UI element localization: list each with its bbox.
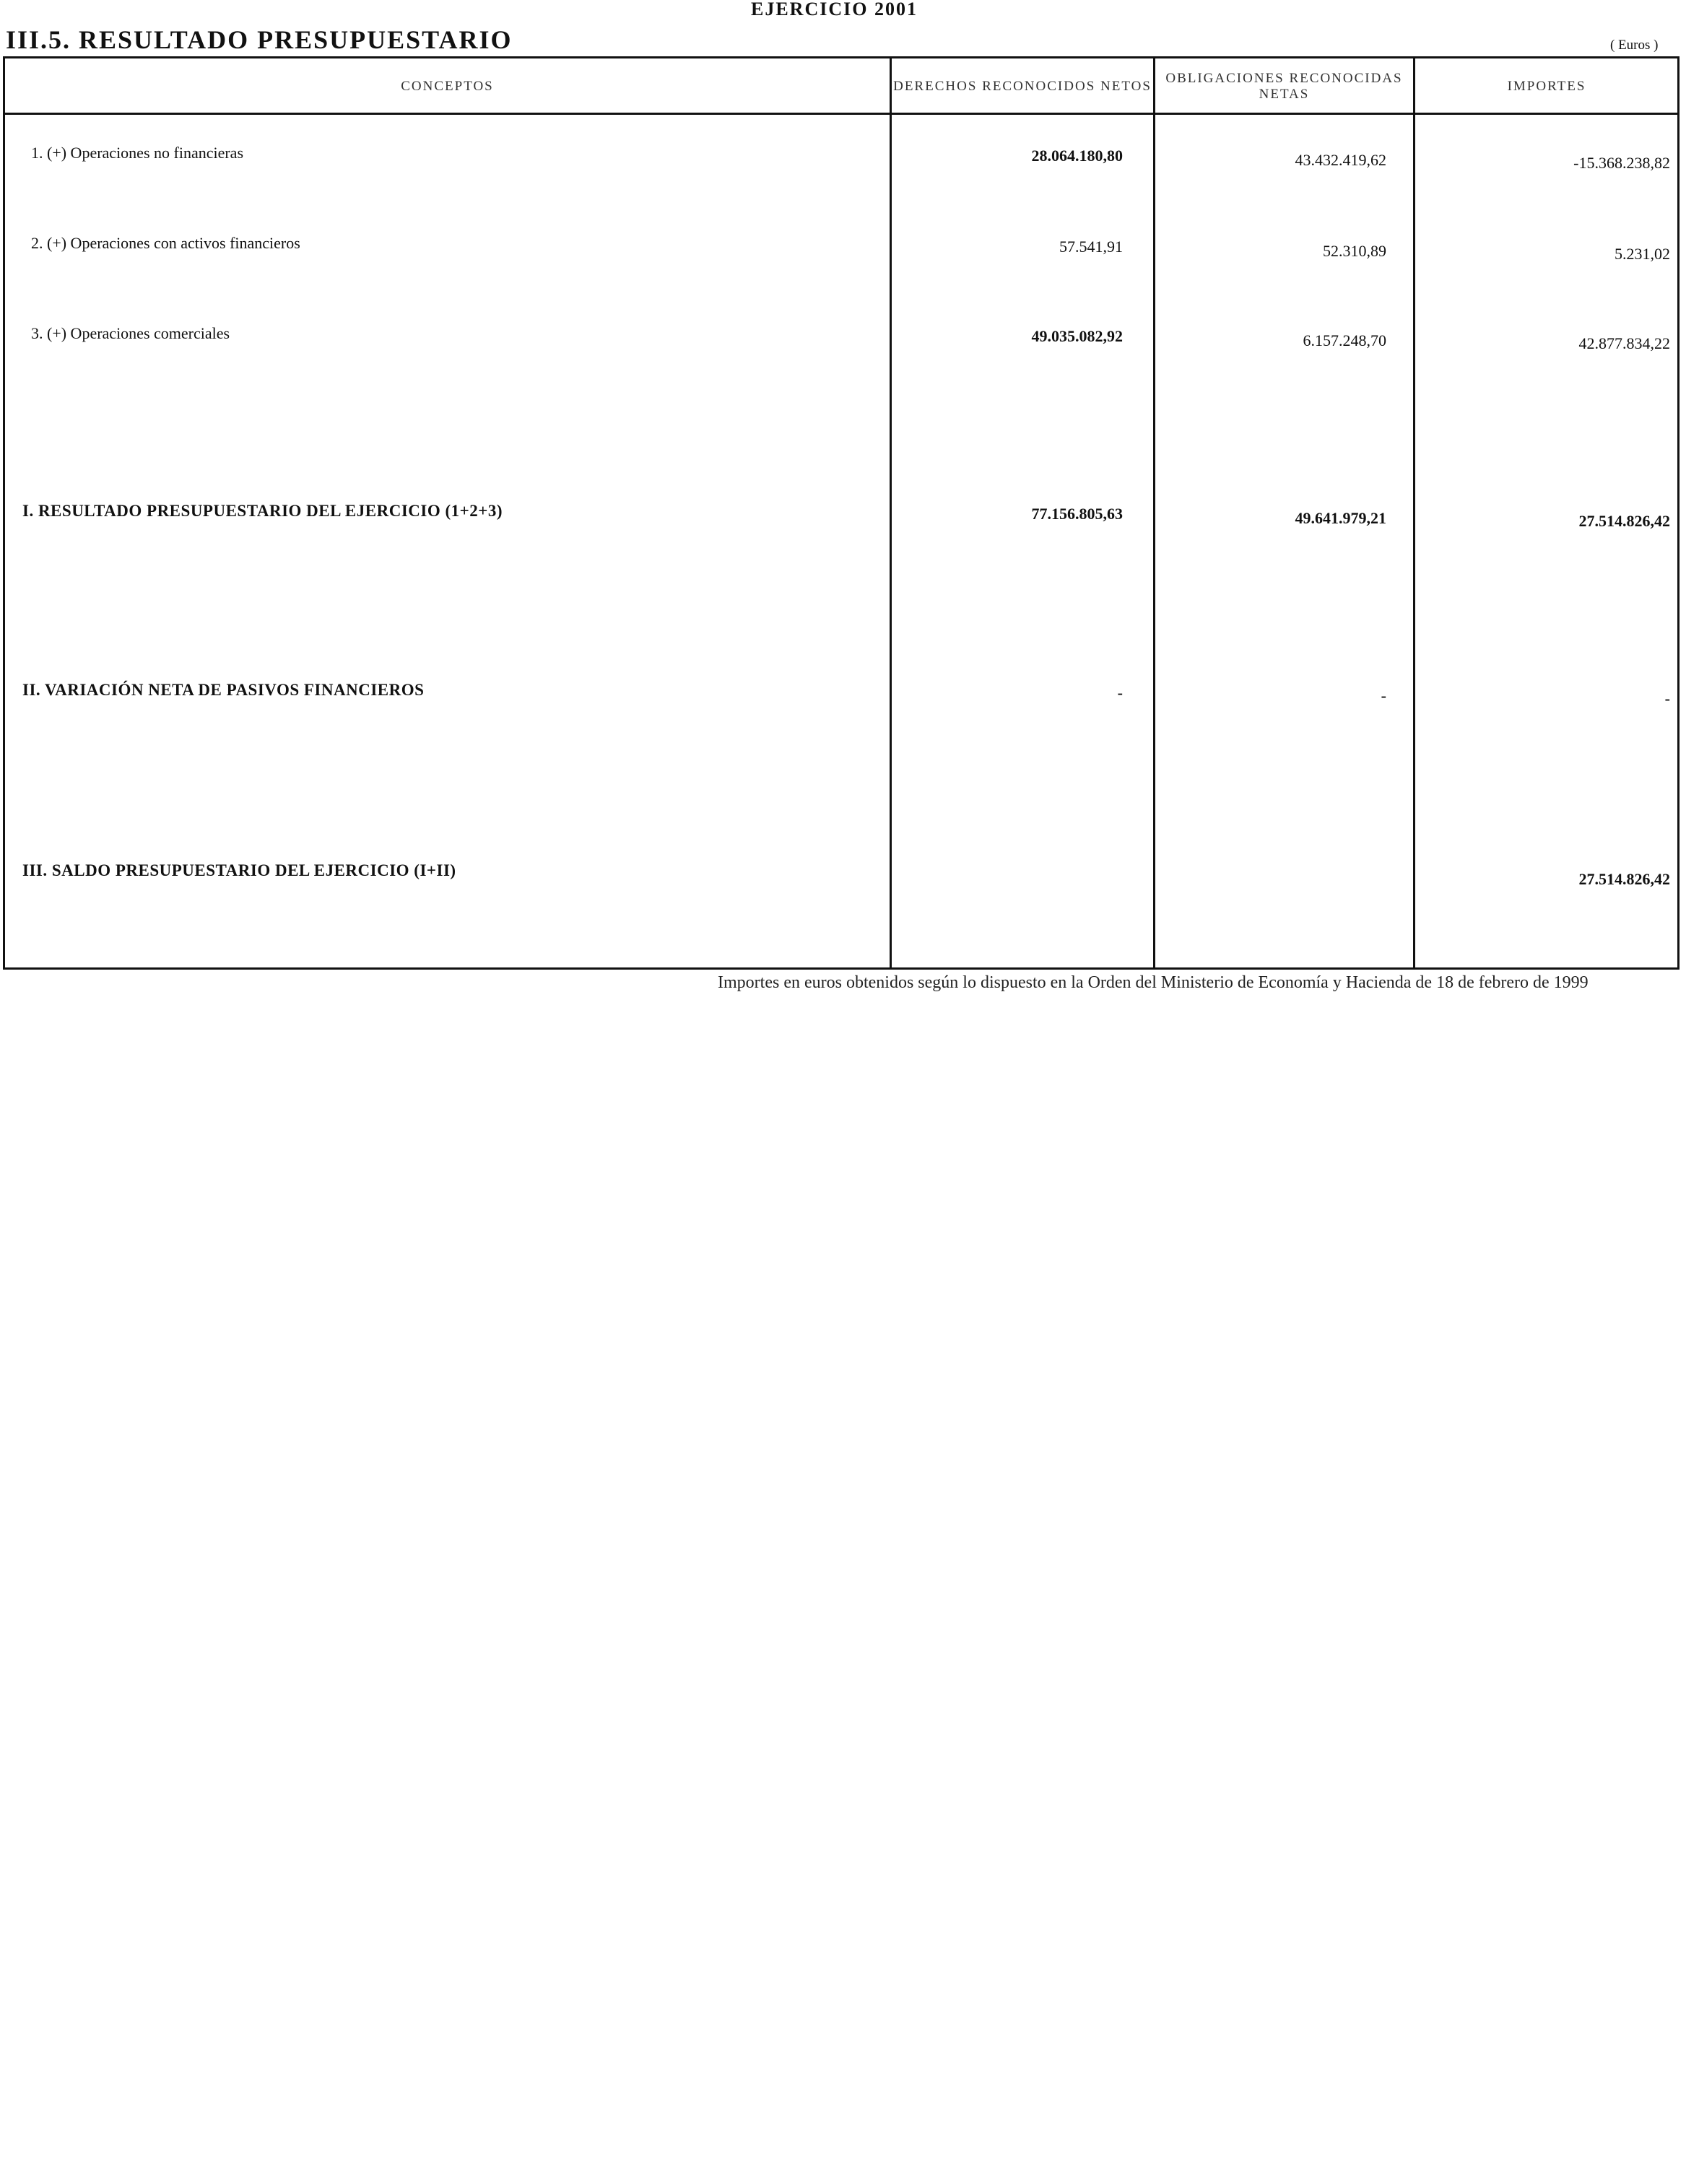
column-header-obligaciones: OBLIGACIONES RECONOCIDAS NETAS [1165, 71, 1403, 102]
row-importes: 27.514.826,42 [1578, 512, 1670, 530]
row-importes: 42.877.834,22 [1578, 334, 1670, 352]
column-divider [1413, 58, 1415, 967]
row-obligaciones: - [1381, 687, 1386, 705]
column-divider [890, 58, 892, 967]
footer-note: Importes en euros obtenidos según lo dispuesto en la Orden del Ministerio de Economía y Hacienda de 18 de febrero de 1999 [718, 973, 1589, 992]
row-obligaciones: 6.157.248,70 [1303, 331, 1386, 349]
row-obligaciones: 43.432.419,62 [1295, 151, 1386, 169]
column-divider [1153, 58, 1155, 967]
row-derechos: 77.156.805,63 [1031, 505, 1123, 523]
row-importes: 5.231,02 [1615, 245, 1670, 263]
budget-result-table [3, 56, 1680, 970]
row-importes: - [1664, 689, 1670, 708]
row-concept-total: I. RESULTADO PRESUPUESTARIO DEL EJERCICIO (1+2+3) [22, 502, 503, 520]
units-label: ( Euros ) [1610, 38, 1659, 53]
exercise-year: EJERCICIO 2001 [751, 0, 918, 19]
row-concept-total: II. VARIACIÓN NETA DE PASIVOS FINANCIEROS [22, 681, 425, 699]
row-concept: 3. (+) Operaciones comerciales [31, 324, 230, 342]
row-importes: -15.368.238,82 [1573, 154, 1670, 172]
row-obligaciones: 52.310,89 [1323, 242, 1386, 260]
row-concept: 2. (+) Operaciones con activos financieros [31, 234, 300, 252]
row-derechos: 49.035.082,92 [1031, 327, 1123, 345]
row-derechos: - [1117, 684, 1123, 702]
row-importes: 27.514.826,42 [1578, 870, 1670, 888]
row-derechos: 28.064.180,80 [1031, 147, 1123, 165]
header-divider [5, 113, 1677, 115]
row-derechos: 57.541,91 [1059, 238, 1123, 256]
row-concept: 1. (+) Operaciones no financieras [31, 144, 244, 162]
row-concept-total: III. SALDO PRESUPUESTARIO DEL EJERCICIO (I+II) [22, 861, 456, 879]
section-title: III.5. RESULTADO PRESUPUESTARIO [6, 25, 513, 54]
column-header-importes: IMPORTES [1507, 79, 1586, 94]
row-obligaciones: 49.641.979,21 [1295, 509, 1386, 527]
column-header-derechos: DERECHOS RECONOCIDOS NETOS [893, 79, 1152, 94]
column-header-conceptos: CONCEPTOS [401, 79, 494, 94]
